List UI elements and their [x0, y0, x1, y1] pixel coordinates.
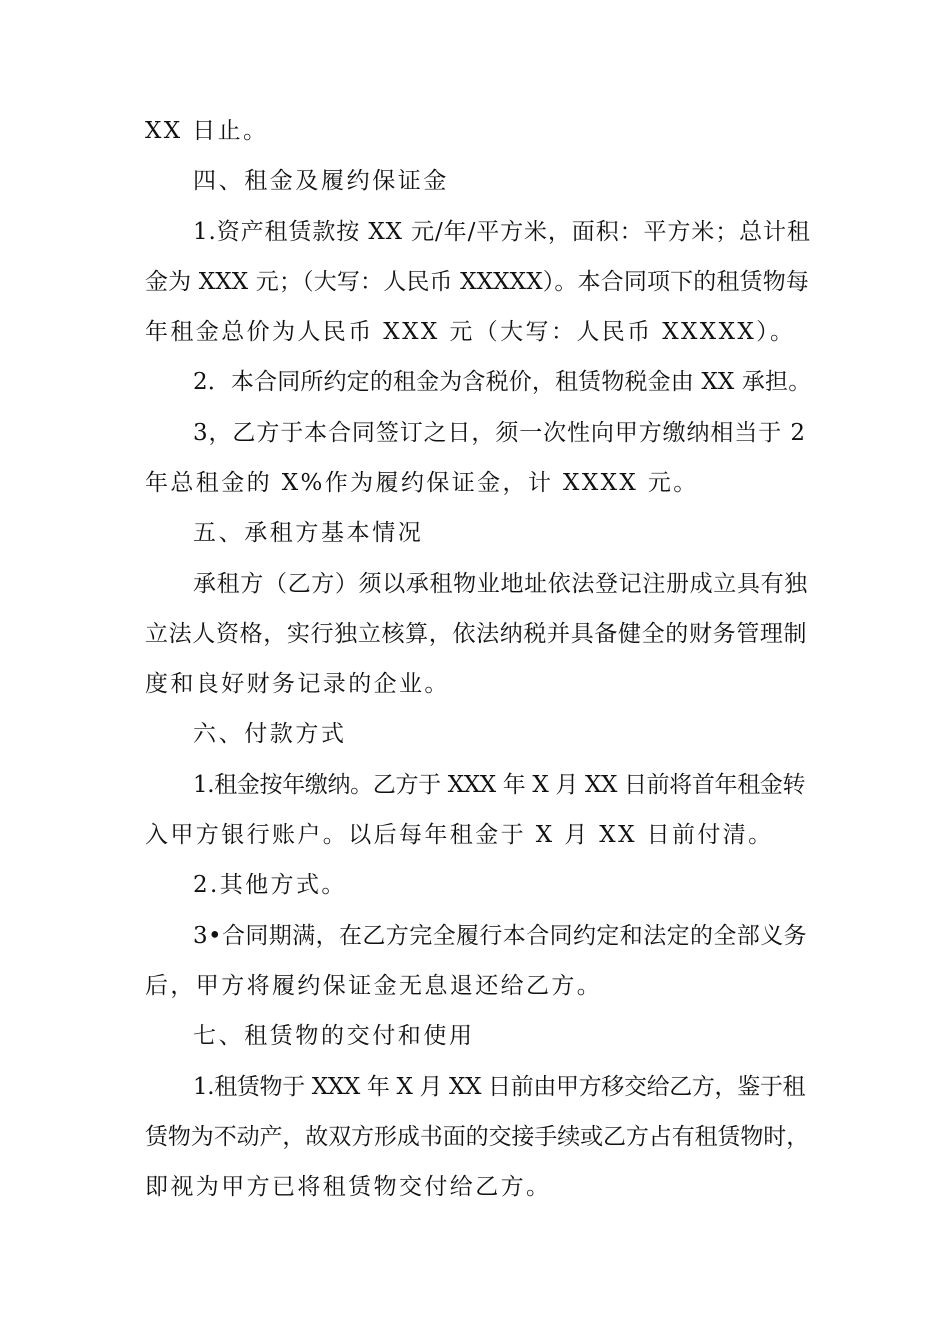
text-line: 度和良好财务记录的企业。: [145, 671, 450, 697]
section-heading-lessee-info: 五、承租方基本情况: [193, 520, 424, 546]
text-line: 2．本合同所约定的租金为含税价，租赁物税金由 XX 承担。: [193, 369, 812, 395]
text-line: 立法人资格，实行独立核算，依法纳税并具备健全的财务管理制: [145, 621, 808, 647]
text-line: 1.租金按年缴纳。乙方于 XXX 年 X 月 XX 日前将首年租金转: [193, 772, 806, 798]
text-line: 赁物为不动产，故双方形成书面的交接手续或乙方占有租赁物时，: [145, 1124, 810, 1150]
text-line: 后，甲方将履约保证金无息退还给乙方。: [145, 973, 603, 999]
text-line: 承租方（乙方）须以承租物业地址依法登记注册成立具有独: [193, 571, 808, 597]
text-line: 1.租赁物于 XXX 年 X 月 XX 日前由甲方移交给乙方，鉴于租: [193, 1074, 806, 1100]
text-line: 年租金总价为人民币 XXX 元（大写：人民币 XXXXX）。: [145, 319, 796, 345]
text-line: 金为 XXX 元；（大写：人民币 XXXXX）。本合同项下的租赁物每: [145, 269, 810, 295]
text-line: 3，乙方于本合同签订之日，须一次性向甲方缴纳相当于 2: [193, 420, 806, 446]
text-line: XX 日止。: [145, 118, 269, 144]
text-line: 3•合同期满，在乙方完全履行本合同约定和法定的全部义务: [193, 923, 807, 949]
section-heading-delivery-use: 七、租赁物的交付和使用: [193, 1023, 475, 1049]
section-heading-rent-deposit: 四、租金及履约保证金: [193, 168, 449, 194]
text-line: 即视为甲方已将租赁物交付给乙方。: [145, 1174, 552, 1200]
section-heading-payment: 六、付款方式: [193, 721, 347, 747]
text-line: 入甲方银行账户。以后每年租金于 X 月 XX 日前付清。: [145, 822, 774, 848]
text-line: 1.资产租赁款按 XX 元/年/平方米，面积：平方米；总计租: [193, 219, 811, 245]
text-line: 年总租金的 X%作为履约保证金，计 XXXX 元。: [145, 470, 699, 496]
text-line: 2.其他方式。: [193, 872, 347, 898]
